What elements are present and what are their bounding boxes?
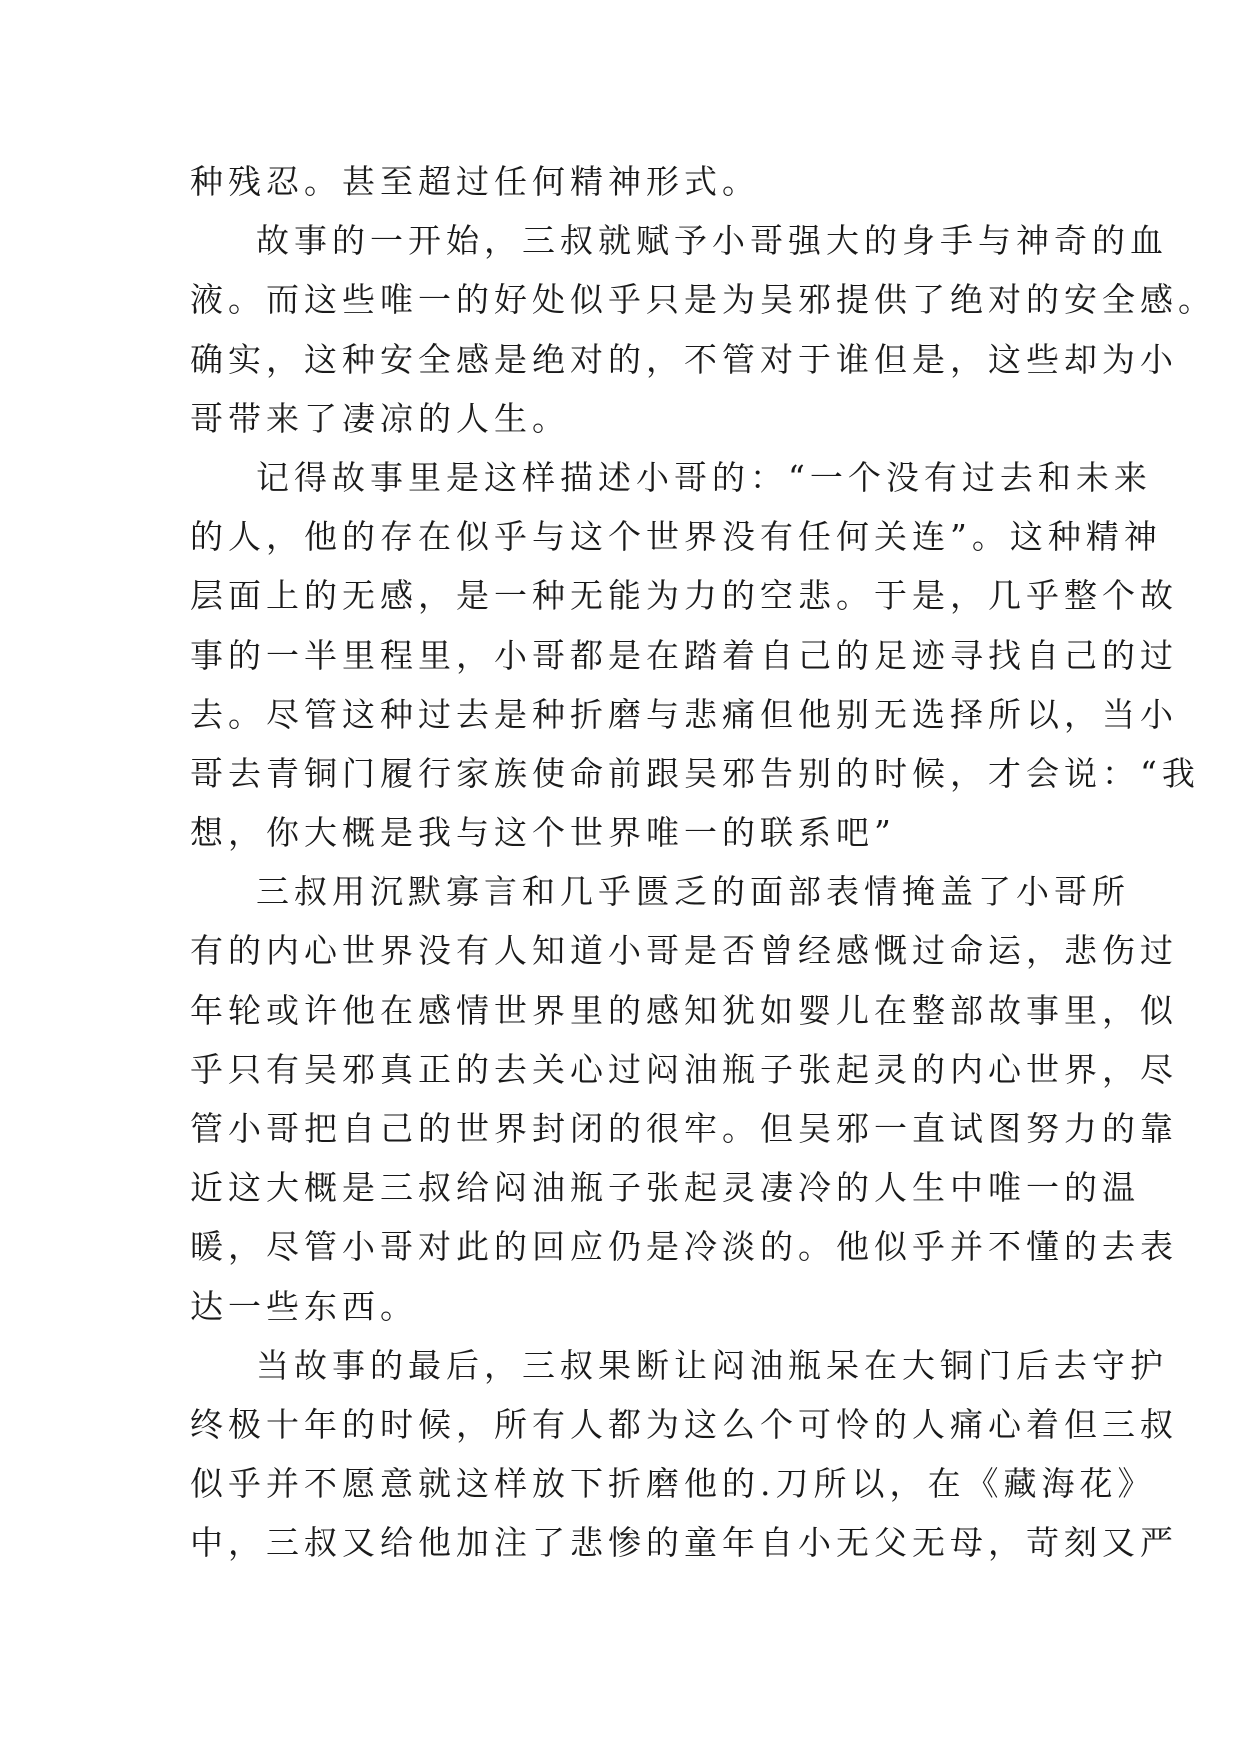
text-line: 记得故事里是这样描述小哥的：“一个没有过去和未来 xyxy=(256,457,1152,497)
text-line: 哥去青铜门履行家族使命前跟吴邪告别的时候，才会说：“我 xyxy=(190,753,1200,793)
text-line: 去。尽管这种过去是种折磨与悲痛但他别无选择所以，当小 xyxy=(190,694,1178,734)
text-line: 事的一半里程里，小哥都是在踏着自己的足迹寻找自己的过 xyxy=(190,635,1178,675)
text-line: 的人，他的存在似乎与这个世界没有任何关连”。这种精神 xyxy=(190,517,1162,557)
text-line: 三叔用沉默寡言和几乎匮乏的面部表情掩盖了小哥所 xyxy=(256,872,1130,912)
text-line: 似乎并不愿意就这样放下折磨他的.刀所以，在《藏海花》 xyxy=(190,1464,1156,1504)
text-line: 终极十年的时候，所有人都为这么个可怜的人痛心着但三叔 xyxy=(190,1404,1178,1444)
text-line: 故事的一开始，三叔就赋予小哥强大的身手与神奇的血 xyxy=(256,221,1168,261)
text-line: 达一些东西。 xyxy=(190,1286,418,1326)
text-line: 管小哥把自己的世界封闭的很牢。但吴邪一直试图努力的靠 xyxy=(190,1109,1178,1148)
text-line: 暖，尽管小哥对此的回应仍是冷淡的。他似乎并不懂的去表 xyxy=(190,1227,1178,1267)
text-line: 年轮或许他在感情世界里的感知犹如婴儿在整部故事里，似 xyxy=(190,990,1178,1030)
body-text xyxy=(190,152,1216,1573)
text-line: 种残忍。甚至超过任何精神形式。 xyxy=(190,162,760,201)
text-line: 液。而这些唯一的好处似乎只是为吴邪提供了绝对的安全感。 xyxy=(190,280,1216,320)
text-line: 哥带来了凄凉的人生。 xyxy=(190,398,570,438)
text-line: 乎只有吴邪真正的去关心过闷油瓶子张起灵的内心世界，尽 xyxy=(190,1049,1178,1089)
text-line: 近这大概是三叔给闷油瓶子张起灵凄冷的人生中唯一的温 xyxy=(190,1168,1140,1208)
text-line: 确实，这种安全感是绝对的，不管对于谁但是，这些却为小 xyxy=(190,339,1178,379)
text-line: 层面上的无感，是一种无能为力的空悲。于是，几乎整个故 xyxy=(190,576,1178,616)
text-line: 有的内心世界没有人知道小哥是否曾经感慨过命运，悲伤过 xyxy=(190,931,1178,971)
text-line: 想，你大概是我与这个世界唯一的联系吧” xyxy=(190,813,896,853)
text-line: 中，三叔又给他加注了悲惨的童年自小无父无母，苛刻又严 xyxy=(190,1523,1178,1563)
text-line: 当故事的最后，三叔果断让闷油瓶呆在大铜门后去守护 xyxy=(256,1345,1168,1385)
